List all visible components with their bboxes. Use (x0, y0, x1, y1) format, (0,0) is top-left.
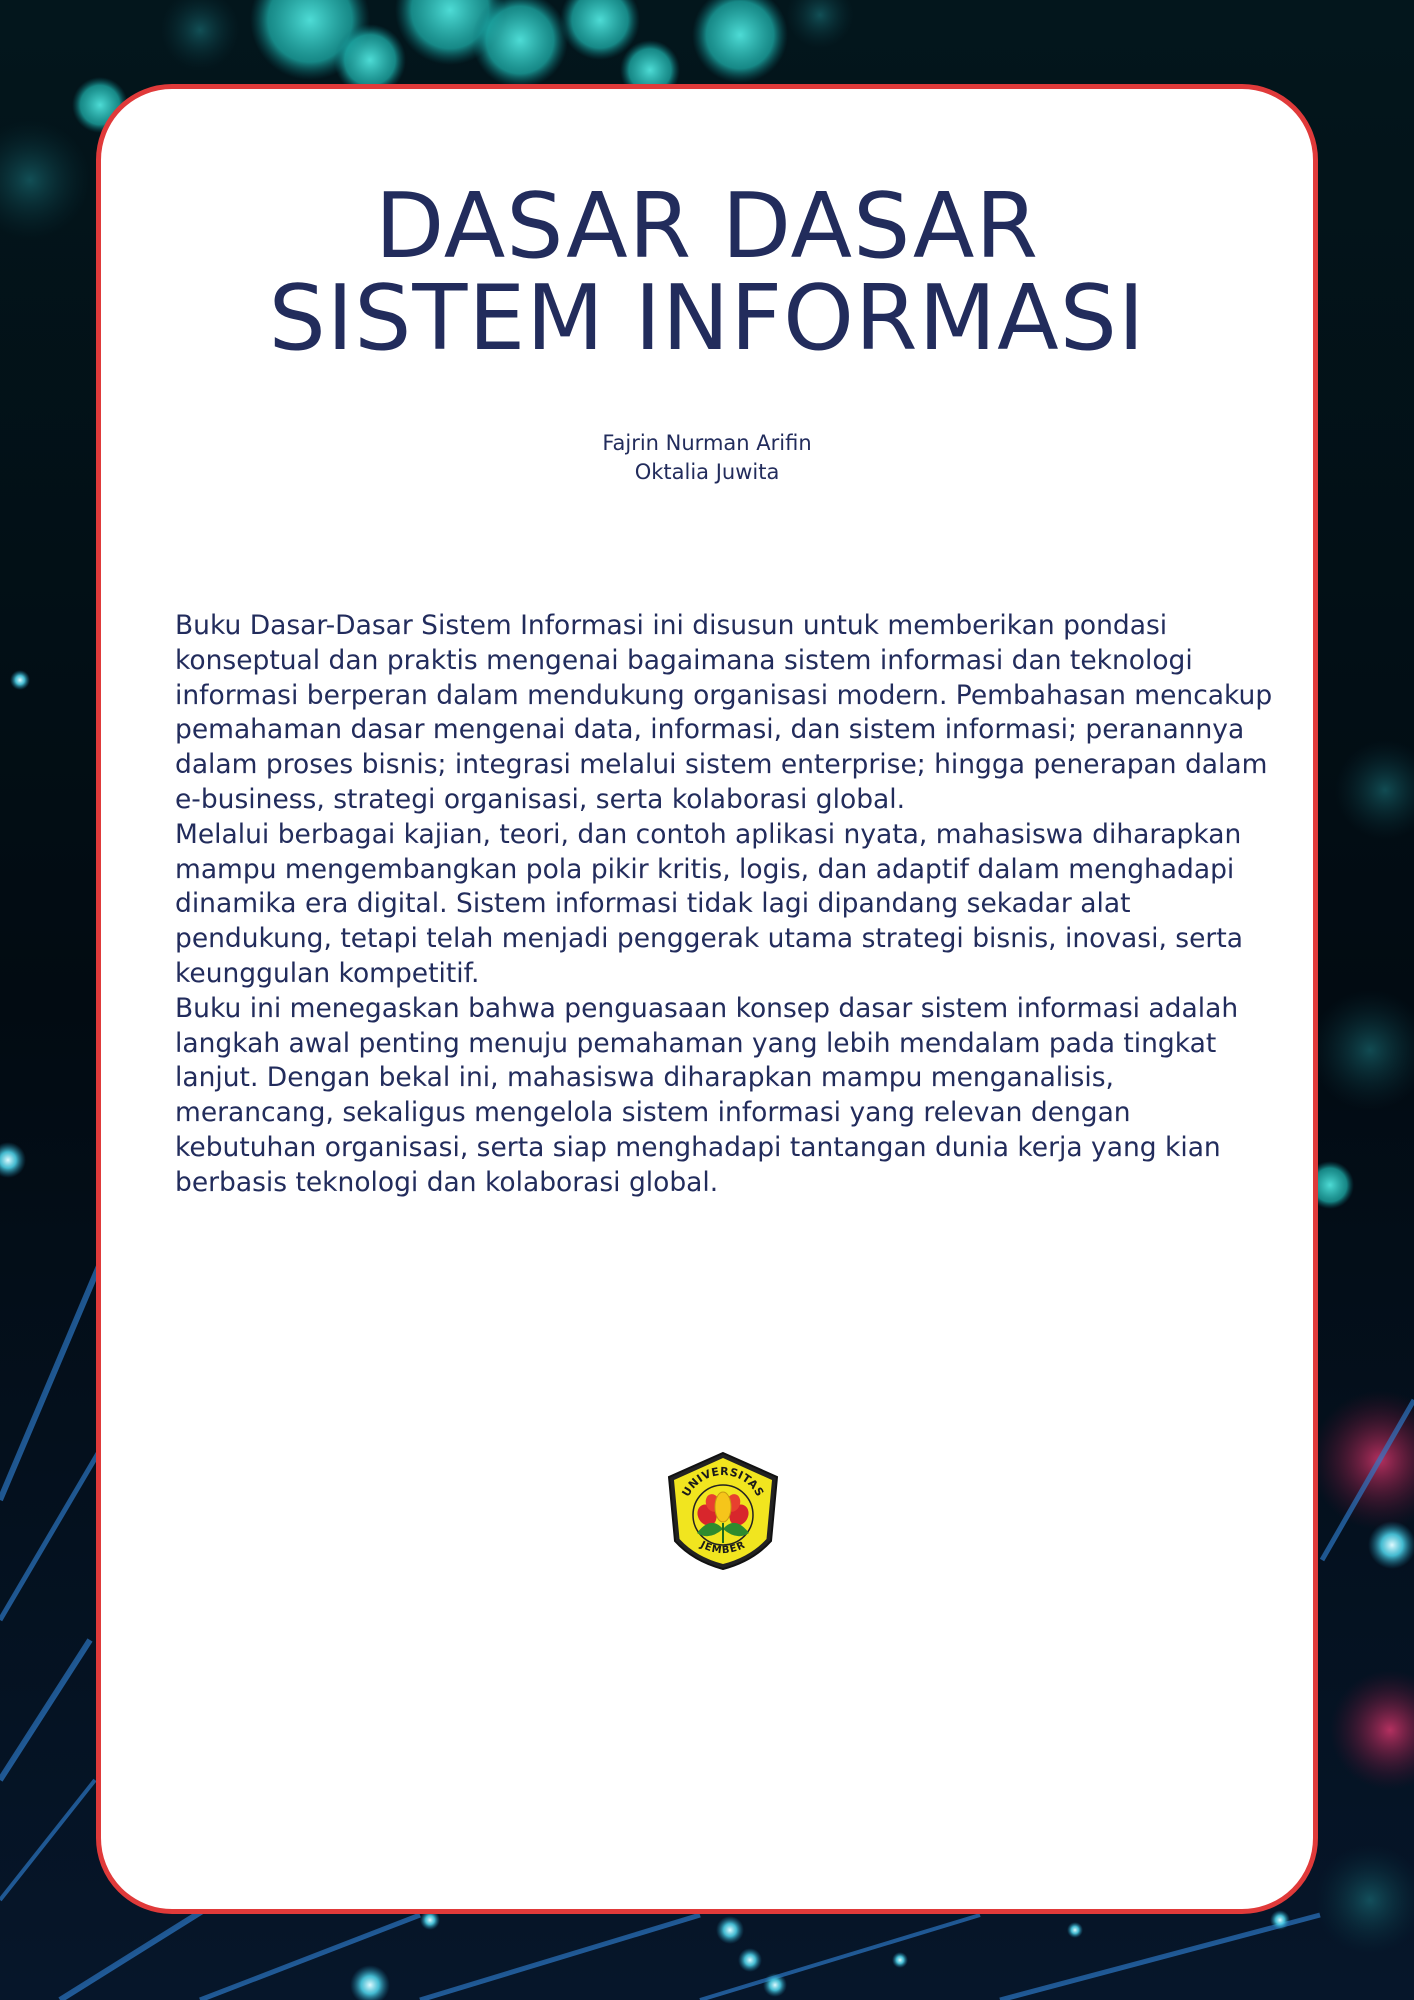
book-description (175, 609, 1275, 1201)
book-title-line-1: DASAR DASAR (375, 174, 1039, 279)
logo-top-text: UNIVERSITAS (679, 1464, 767, 1499)
university-logo-icon (661, 1449, 785, 1573)
book-title-line-2: SISTEM INFORMASI (268, 266, 1146, 371)
description-paragraph: Buku Dasar-Dasar Sistem Informasi ini disusun untuk memberikan pondasi konseptual dan praktis mengenai bagaimana sistem informasi dan teknologi informasi berperan dalam mendukung organisasi modern. Pembahasan mencakup pemahaman dasar mengenai data, informasi, dan sistem informasi; peranannya dalam proses bisnis; integrasi melalui sistem enterprise; hingga penerapan dalam e-business, strategi organisasi, serta kolaborasi global. (175, 610, 1273, 815)
logo-bottom-text: JEMBER (698, 1539, 748, 1557)
description-paragraph: Buku ini menegaskan bahwa penguasaan konsep dasar sistem informasi adalah langkah awal penting menuju pemahaman yang lebih mendalam pada tingkat lanjut. Dengan bekal ini, mahasiswa diharapkan mampu menganalisis, merancang, sekaligus mengelola sistem informasi yang relevan dengan kebutuhan organisasi, serta siap menghadapi tantangan dunia kerja yang kian berbasis teknologi dan kolaborasi global. (175, 992, 1239, 1198)
cover-card (96, 84, 1318, 1914)
book-title (101, 174, 1313, 371)
author-list (101, 429, 1313, 487)
author-name: Fajrin Nurman Arifin (602, 431, 812, 455)
description-paragraph: Melalui berbagai kajian, teori, dan contoh aplikasi nyata, mahasiswa diharapkan mampu mengembangkan pola pikir kritis, logis, dan adaptif dalam menghadapi dinamika era digital. Sistem informasi tidak lagi dipandang sekadar alat pendukung, tetapi telah menjadi penggerak utama strategi bisnis, inovasi, serta keunggulan kompetitif. (175, 818, 1243, 989)
author-name: Oktalia Juwita (634, 460, 780, 484)
